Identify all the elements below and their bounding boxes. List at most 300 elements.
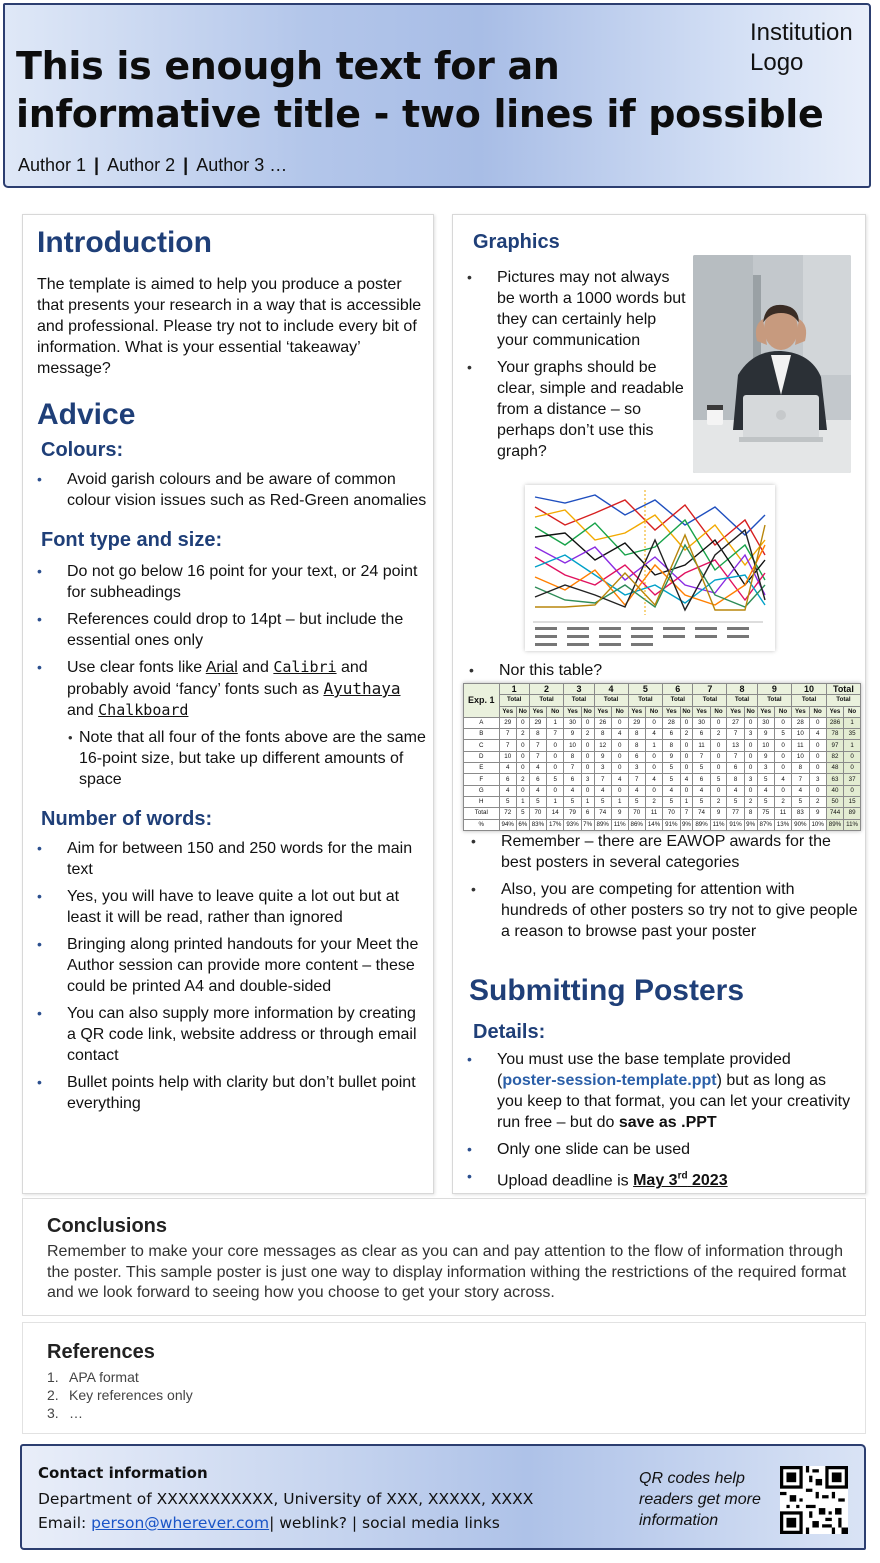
table-cell: 83: [792, 808, 809, 819]
table-cell: 10: [499, 751, 516, 762]
table-cell: 5: [757, 774, 774, 785]
list-item: 1. APA format: [47, 1369, 139, 1385]
table-cell: 7: [628, 774, 645, 785]
complex-line-chart: [525, 485, 775, 651]
table-cell: 5: [757, 796, 774, 807]
table-cell: 3: [809, 774, 826, 785]
table-cell: 1: [516, 796, 529, 807]
table-row: [464, 729, 861, 740]
table-no-header: No: [516, 706, 529, 717]
table-no-header: No: [744, 706, 757, 717]
table-yes-header: Yes: [826, 706, 843, 717]
table-cell: 1: [680, 796, 693, 807]
table-cell: 6: [727, 763, 744, 774]
table-cell: 5: [516, 808, 529, 819]
details-list: [453, 1049, 853, 1197]
table-yes-header: Yes: [594, 706, 611, 717]
template-filename: poster-session-template.ppt: [502, 1072, 717, 1089]
table-cell: 5: [594, 796, 611, 807]
table-no-header: No: [680, 706, 693, 717]
table-cell: 14: [547, 808, 564, 819]
table-cell: 5: [547, 774, 564, 785]
table-cell: 50: [826, 796, 843, 807]
table-cell: 0: [710, 751, 727, 762]
table-subheader: Total: [499, 695, 529, 706]
list-item: • Bringing along printed handouts for your Meet the Author session can provide more content – these could be printed A4 and double-sided: [23, 934, 427, 997]
table-cell: 8: [594, 729, 611, 740]
table-cell: 1: [581, 796, 594, 807]
table-row-label: D: [464, 751, 500, 762]
table-cell: 7: [680, 808, 693, 819]
table-cell: 4: [680, 774, 693, 785]
weblinks-text: | weblink? | social media links: [269, 1514, 500, 1532]
table-cell: 0: [809, 785, 826, 796]
table-cell: 0: [611, 785, 628, 796]
table-cell: 0: [774, 763, 791, 774]
table-column-header: 9: [757, 684, 792, 695]
table-cell: 0: [809, 717, 826, 728]
table-column-header: 2: [529, 684, 564, 695]
table-cell: 8: [727, 774, 744, 785]
table-cell: 5: [663, 763, 680, 774]
graphics-list: [453, 267, 689, 468]
table-cell: 7: [564, 763, 581, 774]
table-cell: 89%: [826, 819, 843, 830]
contact-footer: [20, 1444, 866, 1550]
poster-title: [16, 42, 876, 138]
list-item: • Only one slide can be used: [453, 1139, 853, 1160]
table-column-header: 7: [693, 684, 727, 695]
table-cell: 4: [529, 763, 546, 774]
table-cell: 6: [581, 808, 594, 819]
table-cell: 0: [680, 751, 693, 762]
table-cell: 0: [611, 751, 628, 762]
table-cell: 3: [581, 774, 594, 785]
font-size-note: • Note that all four of the fonts above are the same 16-point size, but take up different amounts of space: [23, 727, 427, 790]
table-cell: 0: [645, 785, 662, 796]
table-cell: 4: [611, 774, 628, 785]
qr-caption: [639, 1468, 761, 1531]
author-separator: |: [183, 155, 189, 175]
table-cell: 37: [844, 774, 861, 785]
table-cell: 3: [744, 774, 757, 785]
conclusions-text: Remember to make your core messages as clear as you can and pay attention to the flow of information through the poster. This sample poster is just one way to display information withing the restrictions of the required format and we look forward to seeing how you choose to get your story across.: [47, 1243, 847, 1301]
list-item: • References could drop to 14pt – but include the essential ones only: [23, 609, 427, 651]
table-row: [464, 763, 861, 774]
table-cell: 0: [581, 740, 594, 751]
table-cell: 5: [693, 763, 710, 774]
stressed-person-photo: [693, 255, 851, 473]
references-list: [47, 1368, 847, 1422]
table-cell: 2: [581, 729, 594, 740]
table-cell: 1: [844, 717, 861, 728]
table-corner: Exp. 1: [464, 684, 500, 718]
table-row-label: G: [464, 785, 500, 796]
table-cell: 27: [727, 717, 744, 728]
table-cell: 74: [693, 808, 710, 819]
table-row-label: E: [464, 763, 500, 774]
table-cell: 9: [710, 808, 727, 819]
table-yes-header: Yes: [727, 706, 744, 717]
table-yes-header: Yes: [792, 706, 809, 717]
font-type-heading: Font type and size:: [41, 529, 223, 551]
table-row-label: A: [464, 717, 500, 728]
table-cell: 4: [499, 785, 516, 796]
table-cell: 30: [757, 717, 774, 728]
list-item: [453, 1049, 853, 1133]
reminders-list: [457, 831, 861, 948]
table-cell: 0: [844, 763, 861, 774]
number-of-words-heading: Number of words:: [41, 808, 213, 830]
table-cell: 7: [547, 729, 564, 740]
table-column-header: 5: [628, 684, 663, 695]
table-cell: 0: [611, 740, 628, 751]
fonts-text: and: [67, 702, 99, 719]
list-item: • Aim for between 150 and 250 words for the main text: [23, 838, 427, 880]
table-cell: 2: [710, 729, 727, 740]
table-cell: 5: [499, 796, 516, 807]
table-cell: 70: [529, 808, 546, 819]
table-subheader: Total: [792, 695, 827, 706]
table-cell: 0: [645, 763, 662, 774]
table-cell: 0: [710, 717, 727, 728]
table-cell: 0: [516, 740, 529, 751]
table-cell: 0: [611, 717, 628, 728]
table-cell: 8: [744, 808, 757, 819]
table-cell: 7: [529, 740, 546, 751]
table-cell: 4: [594, 785, 611, 796]
table-column-header: 8: [727, 684, 757, 695]
upload-deadline: [633, 1172, 728, 1189]
table-cell: 30: [564, 717, 581, 728]
table-cell: 4: [611, 729, 628, 740]
table-cell: 0: [516, 785, 529, 796]
table-cell: 0: [645, 751, 662, 762]
email-label: Email:: [38, 1514, 92, 1532]
table-cell: 1: [645, 740, 662, 751]
table-cell: 10%: [809, 819, 826, 830]
table-cell: 2: [809, 796, 826, 807]
table-cell: 0: [809, 763, 826, 774]
table-cell: 9: [611, 808, 628, 819]
table-cell: 9: [663, 751, 680, 762]
table-cell: 6: [663, 729, 680, 740]
table-cell: 3: [628, 763, 645, 774]
title-line-1: This is enough text for an: [16, 44, 560, 88]
table-cell: 13%: [774, 819, 791, 830]
list-item: • Also, you are competing for attention with hundreds of other posters so try not to give people a reason to browse past your poster: [457, 879, 861, 942]
table-cell: 10: [757, 740, 774, 751]
list-item: 3. …: [47, 1405, 83, 1421]
table-cell: 744: [826, 808, 843, 819]
author-2: Author 2: [107, 155, 176, 175]
table-cell: 77: [727, 808, 744, 819]
table-cell: 0: [809, 740, 826, 751]
table-cell: 4: [693, 785, 710, 796]
table-column-header: 6: [663, 684, 693, 695]
fonts-text: and probably avoid ‘fancy’ fonts such as: [67, 659, 368, 698]
data-table: [463, 683, 861, 831]
table-cell: 11: [645, 808, 662, 819]
list-item: • Bullet points help with clarity but don’t bullet point everything: [23, 1072, 427, 1114]
table-cell: 4: [628, 785, 645, 796]
table-cell: 79: [564, 808, 581, 819]
table-column-header: 4: [594, 684, 628, 695]
table-cell: 7: [727, 729, 744, 740]
table-cell: 7: [529, 751, 546, 762]
table-cell: 0: [744, 763, 757, 774]
table-cell: 0: [611, 763, 628, 774]
table-cell: 7: [792, 774, 809, 785]
table-cell: 0: [744, 785, 757, 796]
table-cell: 6: [693, 729, 710, 740]
table-cell: 0: [844, 785, 861, 796]
author-list: [18, 155, 287, 176]
table-yes-header: Yes: [693, 706, 710, 717]
table-cell: 1: [844, 740, 861, 751]
table-cell: 5: [792, 796, 809, 807]
table-cell: 5: [529, 796, 546, 807]
table-cell: 28: [663, 717, 680, 728]
table-no-header: No: [611, 706, 628, 717]
table-subheader: Total: [757, 695, 792, 706]
table-cell: 2: [744, 796, 757, 807]
table-cell: 11%: [710, 819, 727, 830]
table-row-label: Total: [464, 808, 500, 819]
table-cell: 2: [516, 729, 529, 740]
email-link[interactable]: person@wherever.com: [91, 1514, 270, 1532]
fonts-list: [23, 561, 427, 721]
table-cell: 29: [499, 717, 516, 728]
references-heading: References: [47, 1341, 155, 1363]
table-cell: 4: [663, 785, 680, 796]
list-item: 2. Key references only: [47, 1387, 193, 1403]
table-cell: 30: [693, 717, 710, 728]
list-item: • Avoid garish colours and be aware of common colour vision issues such as Red-Green anomalies: [23, 469, 427, 511]
details-text: ) but as long as you keep to that format, you can let your creativity run free – but do: [497, 1072, 851, 1131]
table-cell: 5: [774, 729, 791, 740]
institution-logo: [750, 18, 853, 78]
table-cell: 4: [792, 785, 809, 796]
table-cell: 0: [547, 785, 564, 796]
author-3: Author 3 …: [196, 155, 288, 175]
fonts-text: Use clear fonts like: [67, 659, 206, 676]
table-cell: 2: [645, 796, 662, 807]
table-cell: 11: [693, 740, 710, 751]
table-row-label: C: [464, 740, 500, 751]
table-cell: 0: [581, 785, 594, 796]
table-cell: 0: [516, 717, 529, 728]
table-cell: 7%: [581, 819, 594, 830]
table-cell: 286: [826, 717, 843, 728]
table-row-label: %: [464, 819, 500, 830]
table-cell: 1: [547, 717, 564, 728]
table-cell: 0: [844, 751, 861, 762]
table-no-header: No: [710, 706, 727, 717]
table-cell: 11: [774, 808, 791, 819]
table-cell: 0: [710, 785, 727, 796]
font-example-calibri: Calibri: [273, 658, 337, 676]
list-item: • Nor this table?: [455, 660, 855, 681]
table-cell: 13: [727, 740, 744, 751]
references-section: [22, 1322, 866, 1434]
list-item: • Do not go below 16 point for your text, or 24 point for subheadings: [23, 561, 427, 603]
table-cell: 0: [774, 740, 791, 751]
table-no-header: No: [581, 706, 594, 717]
table-row: [464, 774, 861, 785]
table-cell: 0: [581, 763, 594, 774]
table-column-header: 10: [792, 684, 827, 695]
photo-illustration: [693, 255, 851, 473]
table-cell: 9%: [744, 819, 757, 830]
table-cell: 9: [757, 751, 774, 762]
table-no-header: No: [844, 706, 861, 717]
table-subheader: Total: [826, 695, 860, 706]
table-column-header: 3: [564, 684, 594, 695]
table-yes-no-row: [464, 706, 861, 717]
table-cell: 0: [645, 717, 662, 728]
table-subheader-row: [464, 695, 861, 706]
table-subheader: Total: [693, 695, 727, 706]
table-cell: 4: [529, 785, 546, 796]
table-row: [464, 751, 861, 762]
table-yes-header: Yes: [529, 706, 546, 717]
table-cell: 26: [594, 717, 611, 728]
font-example-ayuthaya: Ayuthaya: [323, 679, 401, 698]
table-cell: 4: [645, 774, 662, 785]
introduction-text: The template is aimed to help you produce a poster that presents your research in a way that is accessible and professional. Please try not to include every bit of information. What is your essential ‘takeaway’ message?: [37, 276, 422, 377]
table-cell: 15: [844, 796, 861, 807]
table-row-label: B: [464, 729, 500, 740]
reference-text: …: [69, 1405, 83, 1421]
table-cell: 9: [809, 808, 826, 819]
list-item: [453, 1166, 853, 1191]
qr-code-icon[interactable]: [780, 1466, 848, 1534]
left-column: [22, 214, 434, 1194]
table-cell: 87%: [757, 819, 774, 830]
table-cell: 0: [744, 717, 757, 728]
table-cell: 90%: [792, 819, 809, 830]
title-line-2: informative title - two lines if possible: [16, 92, 824, 136]
table-cell: 91%: [727, 819, 744, 830]
table-cell: 29: [628, 717, 645, 728]
bump-chart-graphic: [525, 485, 775, 651]
table-cell: 74: [594, 808, 611, 819]
right-column: [452, 214, 866, 1194]
table-row: [464, 796, 861, 807]
table-cell: 7: [499, 740, 516, 751]
table-cell: 2: [710, 796, 727, 807]
email-line: [38, 1514, 500, 1532]
table-cell: 0: [581, 751, 594, 762]
table-subheader: Total: [529, 695, 564, 706]
table-cell: 4: [809, 729, 826, 740]
table-yes-header: Yes: [663, 706, 680, 717]
table-cell: 5: [663, 774, 680, 785]
table-cell: 2: [516, 774, 529, 785]
table-cell: 97: [826, 740, 843, 751]
table-cell: 9%: [680, 819, 693, 830]
table-yes-header: Yes: [628, 706, 645, 717]
table-subheader: Total: [727, 695, 757, 706]
table-cell: 1: [547, 796, 564, 807]
contact-heading: Contact information: [38, 1464, 208, 1482]
table-cell: 5: [628, 796, 645, 807]
logo-line-2: Logo: [750, 49, 804, 76]
reference-text: Key references only: [69, 1387, 193, 1403]
table-cell: 8: [628, 740, 645, 751]
author-separator: |: [94, 155, 100, 175]
data-table-image: [463, 683, 861, 831]
table-cell: 6: [499, 774, 516, 785]
table-cell: 6: [628, 751, 645, 762]
table-cell: 8: [792, 763, 809, 774]
table-cell: 6: [564, 774, 581, 785]
table-cell: 0: [710, 763, 727, 774]
table-cell: 5: [693, 796, 710, 807]
table-cell: 94%: [499, 819, 516, 830]
table-cell: 10: [564, 740, 581, 751]
table-row: [464, 808, 861, 819]
table-cell: 4: [564, 785, 581, 796]
department-line: Department of XXXXXXXXXXX, University of XXX, XXXXX, XXXX: [38, 1490, 534, 1508]
table-cell: 28: [792, 717, 809, 728]
table-cell: 89%: [693, 819, 710, 830]
table-cell: 35: [844, 729, 861, 740]
table-cell: 4: [645, 729, 662, 740]
qr-caption-line: readers get more: [639, 1491, 761, 1508]
table-cell: 8: [663, 740, 680, 751]
table-cell: 11%: [844, 819, 861, 830]
table-subheader: Total: [594, 695, 628, 706]
table-cell: 63: [826, 774, 843, 785]
table-cell: 0: [516, 751, 529, 762]
reference-text: APA format: [69, 1369, 139, 1385]
conclusions-section: [22, 1198, 866, 1316]
table-cell: 86%: [628, 819, 645, 830]
table-row: [464, 740, 861, 751]
table-cell: 9: [757, 729, 774, 740]
table-cell: 10: [792, 729, 809, 740]
table-cell: 5: [710, 774, 727, 785]
table-cell: 91%: [663, 819, 680, 830]
table-cell: 0: [581, 717, 594, 728]
table-row: [464, 819, 861, 830]
table-column-header: Total: [826, 684, 860, 695]
font-example-chalkboard: Chalkboard: [98, 701, 189, 719]
table-cell: 75: [757, 808, 774, 819]
table-row: [464, 717, 861, 728]
table-no-header: No: [809, 706, 826, 717]
table-cell: 6%: [516, 819, 529, 830]
graphics-heading: Graphics: [473, 231, 560, 253]
table-cell: 2: [774, 796, 791, 807]
table-cell: 0: [680, 763, 693, 774]
table-cell: 93%: [564, 819, 581, 830]
table-cell: 0: [680, 717, 693, 728]
table-cell: 0: [774, 717, 791, 728]
details-text: You must use the base template provided (: [497, 1051, 791, 1089]
table-cell: 2: [680, 729, 693, 740]
list-item: • Pictures may not always be worth a 1000 words but they can certainly help your communication: [453, 267, 689, 351]
table-cell: 0: [809, 751, 826, 762]
details-text: Upload deadline is: [497, 1172, 634, 1190]
words-list: [23, 838, 427, 1114]
table-yes-header: Yes: [564, 706, 581, 717]
conclusions-heading: Conclusions: [47, 1215, 168, 1237]
table-cell: 70: [628, 808, 645, 819]
table-cell: 4: [757, 785, 774, 796]
